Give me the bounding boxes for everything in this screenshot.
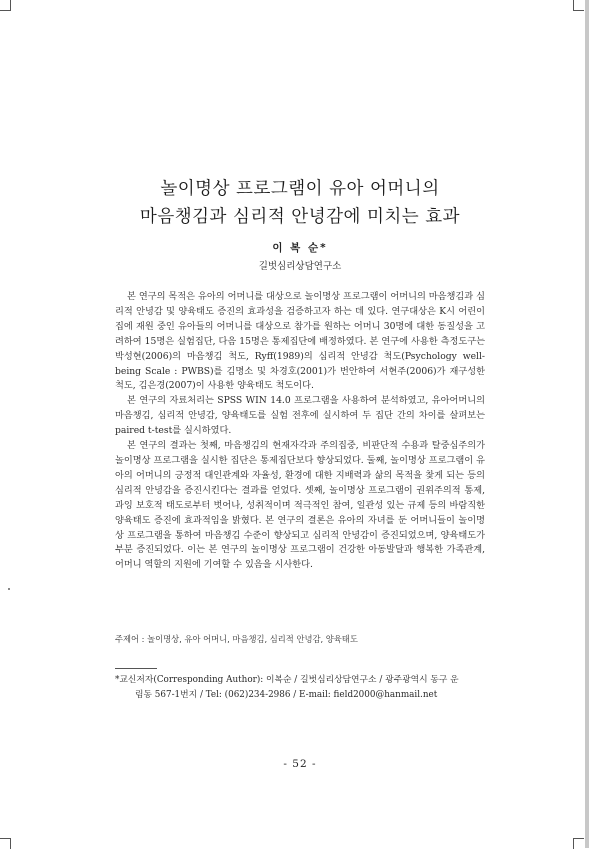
crop-mark-bottom-right: [573, 838, 584, 849]
abstract: [115, 290, 485, 573]
keywords: 주제어 : 놀이명상, 유아 어머니, 마음챙김, 심리적 안녕감, 양육태도: [115, 634, 358, 644]
corresponding-author-footnote: [115, 673, 485, 703]
margin-mark: [8, 588, 10, 590]
footnote-line-2: 림동 567-1번지 / Tel: (062)234-2986 / E-mail: field2000@hanmail.net: [135, 689, 438, 700]
abstract-paragraph-2: 본 연구의 자료처리는 SPSS WIN 14.0 프로그램을 사용하여 분석하였고, 유아어머니의 마음챙김, 심리적 안녕감, 양육태도를 실험 전후에 실시하여 두 집단 간의 차이를 살펴보는 paired t-test를 실시하였다.: [115, 395, 485, 437]
paper-title-line-2: 마음챙김과 심리적 안녕감에 미치는 효과: [139, 207, 461, 227]
author-name: 이 복 순*: [272, 242, 328, 254]
footnote-divider: [115, 668, 157, 669]
footnote-line-1: *교신저자(Corresponding Author): 이복순 / 길벗심리상담연구소 / 광주광역시 동구 운: [115, 675, 459, 685]
crop-mark-top-right: [573, 0, 584, 11]
abstract-paragraph-3: 본 연구의 결과는 첫째, 마음챙김의 현재자각과 주의집중, 비판단적 수용과 탈중심주의가 놀이명상 프로그램을 실시한 집단은 통제집단보다 향상되었다. 둘째, 놀이명상 프로그램이 유아의 어머니의 긍정적 대인관계와 자율성, 환경에 대한 지배력과 삶의 목적을 찾게 되는 등의 심리적 안녕감을 증진시킨다는 결과를 얻었다. 셋째, 놀이명상 프로그램이 권위주의적 통제, 과잉 보호적 태도로부터 벗어나, 성취적이며 적극적인 참여, 일관성 있는 규제 등의 바람직한 양육태도 증진에 효과적임을 밝혔다. 본 연구의 결론은 유아의 자녀를 둔 어머니들이 놀이명상 프로그램을 통하여 마음챙김 수준이 향상되고 심리적 안녕감이 증진되었으며, 양육태도가 부분 증진되었다. 이는 본 연구의 놀이명상 프로그램이 건강한 아동발달과 행복한 가족관계, 어머니 역할의 지원에 기여할 수 있음을 시사한다.: [115, 440, 485, 571]
author-affiliation: 길벗심리상담연구소: [258, 261, 342, 272]
crop-mark-bottom-left: [0, 838, 11, 849]
abstract-paragraph-1: 본 연구의 목적은 유아의 어머니를 대상으로 놀이명상 프로그램이 어머니의 마음챙김과 심리적 안녕감 및 양육태도 증진의 효과성을 검증하고자 하는 데 있다. 연구대상은 K시 어린이집에 재원 중인 유아들의 어머니를 대상으로 참가를 원하는 어머니 30명에 대한 동질성을 고려하여 15명은 실험집단, 다음 15명은 통제집단에 배정하였다. 본 연구에 사용한 측정도구는 박성현(2006)의 마음챙김 척도, Ryff(1989)의 심리적 안녕감 척도(Psychology well-being Scale : PWBS)를 김명소 및 차경호(2001)가 번안하여 서현주(2006)가 재구성한 척도, 김은경(2007)이 사용한 양육태도 척도이다.: [115, 291, 485, 392]
page-edge-shadow: [585, 0, 589, 848]
paper-title-line-1: 놀이명상 프로그램이 유아 어머니의: [160, 179, 440, 199]
page-number: - 52 -: [283, 758, 317, 770]
crop-mark-top-left: [0, 0, 11, 11]
